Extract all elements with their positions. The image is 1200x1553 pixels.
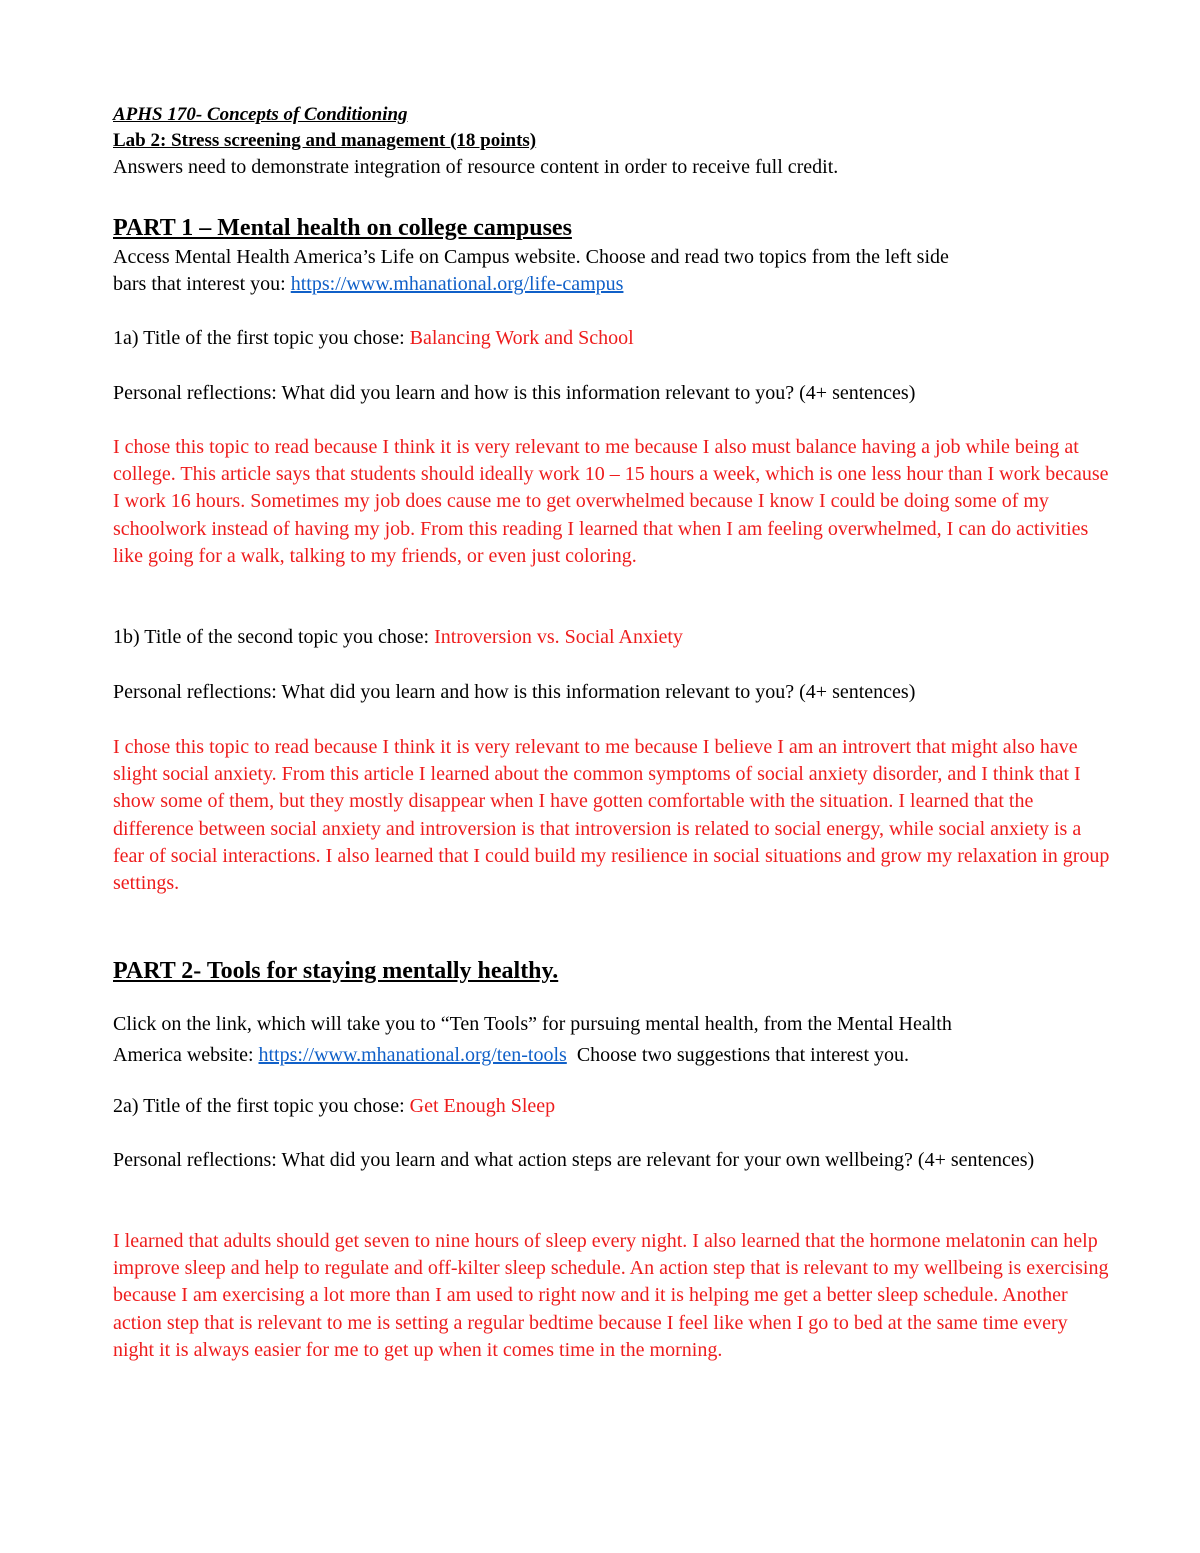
q1a-reflection-prompt: Personal reflections: What did you learn and how is this information relevant to you? (4+ sentences): [113, 382, 916, 404]
q1a-prompt: 1a) Title of the first topic you chose:: [113, 327, 410, 349]
q1b-prompt: 1b) Title of the second topic you chose:: [113, 626, 435, 648]
q1a-answer: Balancing Work and School: [409, 327, 634, 349]
life-campus-link[interactable]: https://www.mhanational.org/life-campus: [290, 273, 624, 295]
part1-intro-prefix: bars that interest you:: [113, 273, 291, 295]
part1-intro-line2: [113, 271, 1113, 298]
q2a-reflection-prompt: Personal reflections: What did you learn and what action steps are relevant for your own wellbeing? (4+ sentences): [113, 1149, 1035, 1171]
part2-intro-prefix: America website:: [113, 1044, 259, 1066]
q2a-reflection: I learned that adults should get seven to nine hours of sleep every night. I also learned that the hormone melatonin can help improve sleep and help to regulate and off-kilter sleep schedule. An action step that is relevant to my wellbeing is exercising because I am exercising a lot more than I am used to right now and it is helping me get a better sleep schedule. Another action step that is relevant to me is setting a regular bedtime because I feel like when I go to bed at the same time every night it is always easier for me to get up when it comes time in the morning.: [113, 1230, 1109, 1361]
q1b-line: [113, 624, 1113, 651]
q1b-reflection: I chose this topic to read because I think it is very relevant to me because I believe I am an introvert that might also have slight social anxiety. From this article I learned about the common symptoms of social anxiety disorder, and I think that I show some of them, but they mostly disappear when I have gotten comfortable with the situation. I learned that the difference between social anxiety and introversion is that introversion is related to social energy, while social anxiety is a fear of social interactions. I also learned that I could build my resilience in social situations and grow my relaxation in group settings.: [113, 736, 1110, 895]
part2-intro-line2: [113, 1042, 1113, 1069]
part1-intro-line1: Access Mental Health America’s Life on Campus website. Choose and read two topics from the left side: [113, 246, 949, 268]
q2a-answer: Get Enough Sleep: [409, 1095, 556, 1117]
instructions: Answers need to demonstrate integration of resource content in order to receive full credit.: [113, 156, 839, 178]
lab-title: Lab 2: Stress screening and management (18 points): [113, 130, 537, 151]
q1a-reflection: I chose this topic to read because I think it is very relevant to me because I also must balance having a job while being at college. This article says that students should ideally work 10 – 15 hours a week, which is one less hour than I work because I work 16 hours. Sometimes my job does cause me to get overwhelmed because I know I could be doing some of my schoolwork instead of having my job. From this reading I learned that when I am feeling overwhelmed, I can do activities like going for a walk, talking to my friends, or even just coloring.: [113, 436, 1109, 567]
course-title: APHS 170- Concepts of Conditioning: [113, 104, 408, 125]
ten-tools-link[interactable]: https://www.mhanational.org/ten-tools: [258, 1044, 567, 1066]
q1b-answer: Introversion vs. Social Anxiety: [434, 626, 683, 648]
q2a-line: [113, 1093, 1113, 1120]
part1-heading: PART 1 – Mental health on college campuses: [113, 215, 572, 241]
q2a-prompt: 2a) Title of the first topic you chose:: [113, 1095, 410, 1117]
part2-intro-line1: Click on the link, which will take you to “Ten Tools” for pursuing mental health, from the Mental Health: [113, 1013, 952, 1035]
part2-heading: PART 2- Tools for staying mentally healthy.: [113, 958, 559, 984]
q1a-line: [113, 325, 1113, 352]
part2-intro-suffix: Choose two suggestions that interest you.: [566, 1044, 910, 1066]
q1b-reflection-prompt: Personal reflections: What did you learn and how is this information relevant to you? (4+ sentences): [113, 681, 916, 703]
